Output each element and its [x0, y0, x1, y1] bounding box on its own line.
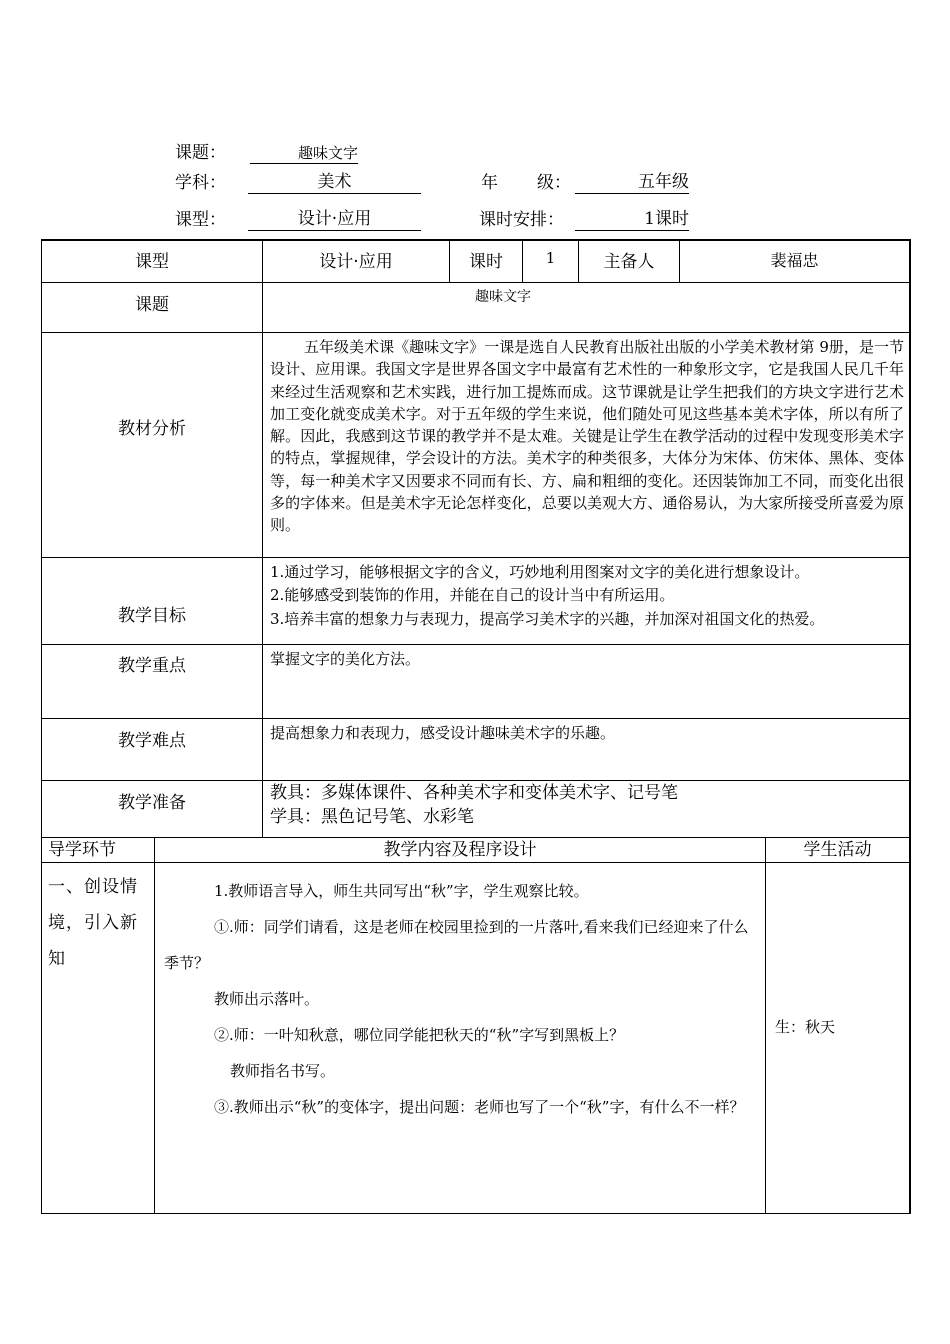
stage-1: 一、创设情境，引入新知: [48, 877, 138, 969]
row-divider: [41, 282, 910, 283]
table-top-edge: [41, 239, 911, 241]
type-cell-label: 课型: [135, 252, 169, 272]
type-label: 课型：: [175, 210, 226, 230]
analysis-label: 教材分析: [118, 419, 186, 439]
content-item: ①.师：同学们请看，这是老师在校园里捡到的一片落叶,看来我们已经迎来了什么季节？: [164, 918, 749, 972]
topic-label: 课题：: [175, 143, 226, 163]
activity-1: 生：秋天: [775, 1018, 836, 1036]
hours-cell-label: 课时: [469, 252, 503, 272]
grade-value: 五年级: [575, 171, 689, 194]
table-right-edge: [909, 239, 911, 1214]
content-item: 教师出示落叶。: [214, 990, 320, 1008]
key-text: 掌握文字的美化方法。: [270, 650, 421, 668]
subject-value: 美术: [248, 171, 421, 194]
row-divider: [41, 557, 910, 558]
col-divider: [154, 837, 155, 1213]
content-item: 教师指名书写。: [230, 1062, 336, 1080]
grade-label-a: 年: [481, 173, 498, 193]
goal-item: 3.培养丰富的想象力与表现力，提高学习美术字的兴趣，并加深对祖国文化的热爱。: [270, 610, 825, 628]
prep-student: 学具：黑色记号笔、水彩笔: [270, 807, 474, 827]
col-divider: [765, 837, 766, 1213]
hours-value: 1课时: [575, 208, 689, 231]
col-header-content: 教学内容及程序设计: [383, 840, 537, 860]
col-header-activity: 学生活动: [803, 840, 872, 860]
row-divider: [41, 644, 910, 645]
hours-cell-value: 1: [545, 249, 556, 267]
type-cell-value: 设计·应用: [319, 252, 393, 272]
difficulty-text: 提高想象力和表现力，感受设计趣味美术字的乐趣。: [270, 724, 616, 742]
hours-label: 课时安排：: [479, 210, 564, 230]
row-divider: [41, 862, 910, 863]
content-item: ②.师：一叶知秋意，哪位同学能把秋天的“秋”字写到黑板上？: [214, 1026, 625, 1044]
topic-cell-label: 课题: [135, 295, 169, 315]
col-header-stage: 导学环节: [48, 840, 116, 860]
table-bottom-edge: [41, 1213, 911, 1214]
topic-value: 趣味文字: [250, 143, 358, 164]
row-divider: [41, 718, 910, 719]
grade-label-b: 级：: [537, 173, 571, 193]
goal-item: 2.能够感受到装饰的作用，并能在自己的设计当中有所运用。: [270, 586, 675, 604]
topic-cell-value: 趣味文字: [475, 289, 531, 305]
difficulty-label: 教学难点: [118, 731, 186, 751]
analysis-text: 五年级美术课《趣味文字》一课是选自人民教育出版社出版的小学美术教材第 9册，是一节设计、应用课。我国文字是世界各国文字中最富有艺术性的一种象形文字，它是我国人民几千年来经过生活观察和艺术实践，进行加工提炼而成。这节课就是让学生把我们的方块文字进行艺术加工变化就变成美术字。对于五年级的学生来说，他们随处可见这些基本美术字体，所以有所了解。因此，我感到这节课的教学并不是太难。关键是让学生在教学活动的过程中发现变形美术字的特点，掌握规律，学会设计的方法。美术字的种类很多，大体分为宋体、仿宋体、黑体、变体等，每一种美术字又因要求不同而有长、方、扁和粗细的变化。还因装饰加工不同，而变化出很多的字体来。但是美术字无论怎样变化，总要以美观大方、通俗易认，为大家所接受所喜爱为原则。: [270, 338, 904, 535]
subject-label: 学科：: [175, 173, 226, 193]
key-label: 教学重点: [118, 656, 186, 676]
row-divider: [41, 332, 910, 333]
prep-teacher: 教具：多媒体课件、各种美术字和变体美术字、记号笔: [270, 783, 678, 803]
col-divider: [262, 239, 263, 837]
goal-item: 1.通过学习，能够根据文字的含义，巧妙地利用图案对文字的美化进行想象设计。: [270, 563, 810, 581]
goals-label: 教学目标: [118, 606, 186, 626]
preparer-cell-value: 裴福忠: [770, 251, 819, 270]
prep-label: 教学准备: [118, 793, 186, 813]
type-value: 设计·应用: [248, 208, 421, 231]
preparer-cell-label: 主备人: [603, 252, 655, 272]
content-item: 1.教师语言导入，师生共同写出“秋”字，学生观察比较。: [214, 882, 589, 900]
content-item: ③.教师出示“秋”的变体字，提出问题：老师也写了一个“秋”字，有什么不一样？: [214, 1098, 745, 1116]
